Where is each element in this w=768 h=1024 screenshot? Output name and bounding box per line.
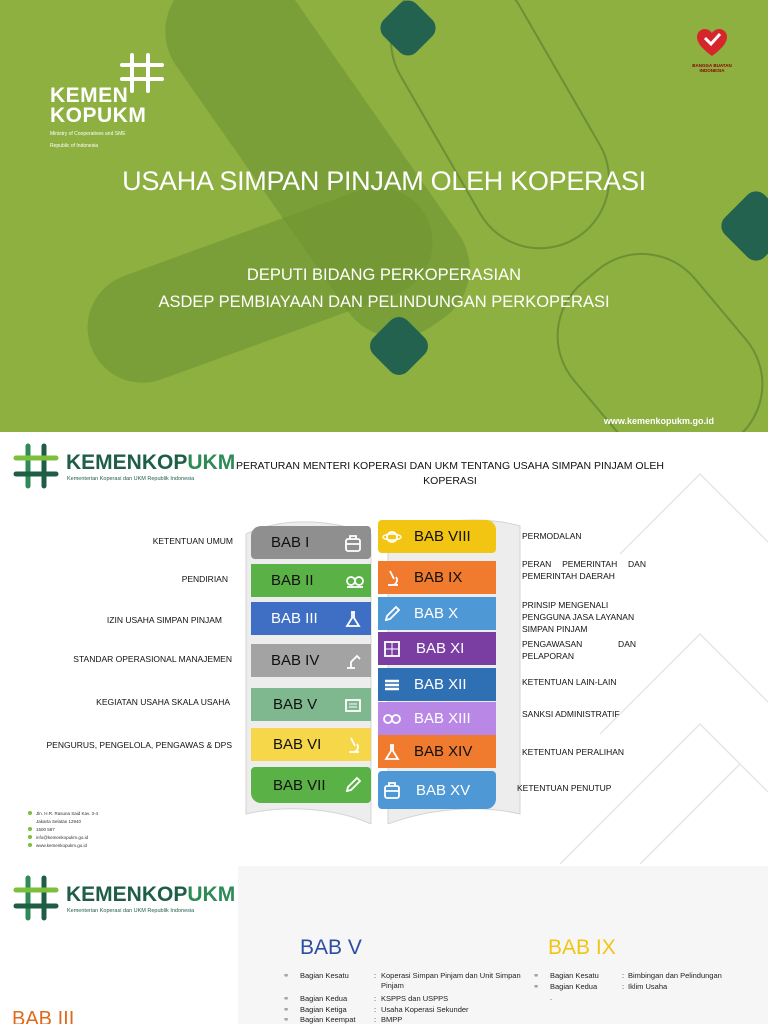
bab-v-part-3: Bagian Ketiga — [300, 1005, 347, 1014]
colon: : — [622, 982, 625, 991]
contact-phone — [28, 826, 98, 834]
decor-diamond — [716, 186, 768, 265]
contact-text: Jln. H.R. Rasuna Said Kav. 3-4 — [36, 811, 98, 816]
bab-ix-part-2: Bagian Kedua — [550, 982, 598, 991]
bab-viii-block — [378, 520, 496, 553]
label-standar-operasional — [32, 653, 232, 665]
website-url: www.kemenkopukm.go.id — [603, 416, 714, 426]
bab-x-block — [378, 597, 496, 630]
label-izin-usaha: IZIN USAHA SIMPAN PINJAM — [106, 615, 222, 625]
label-text: STANDAR OPERASIONAL MANAJEMEN — [73, 654, 232, 664]
brand-part-2: UKM — [187, 883, 236, 906]
label-permodalan: PERMODALAN — [522, 531, 582, 541]
bab-xi-block — [378, 632, 496, 665]
colon: : — [622, 971, 625, 980]
bab-ix-text-2: Iklim Usaha — [628, 982, 668, 991]
bab-iii-title: BAB III — [12, 1008, 75, 1024]
bab-v-text-3: Usaha Koperasi Sekunder — [381, 1005, 469, 1014]
label-pengurus — [32, 739, 232, 751]
label-prinsip-mengenali: PRINSIP MENGENALI PENGGUNA JASA LAYANAN SIMPAN PINJAM — [522, 600, 635, 634]
bab-i-block — [251, 526, 371, 559]
bab-detail-slide — [0, 866, 768, 1024]
bab-xiv-block — [378, 735, 496, 768]
colon: : — [374, 1005, 377, 1014]
brand-part-1: KEMENKOP — [66, 883, 188, 906]
label-ketentuan-penutup: KETENTUAN PENUTUP — [517, 783, 612, 793]
logo-subline-1: Ministry of Cooperatives and SME — [50, 131, 126, 137]
label-pendirian: PENDIRIAN — [181, 574, 228, 584]
school-bag-icon — [382, 780, 402, 800]
bab-label: BAB I — [271, 534, 310, 551]
microscope-icon — [382, 568, 402, 588]
kemenkop-hash-icon — [12, 442, 60, 490]
kemenkop-hash-icon — [12, 874, 60, 922]
logo-line-2: KOPUKM — [50, 104, 147, 127]
list-item — [283, 971, 295, 981]
decor-ring — [528, 224, 768, 432]
bab-ii-block — [251, 564, 371, 597]
contact-text: Jakarta Selatan 12940 — [36, 819, 82, 824]
label-text: PENGURUS, PENGELOLA, PENGAWAS & DPS — [46, 740, 232, 750]
label-ketentuan-umum: KETENTUAN UMUM — [152, 536, 233, 546]
bab-iii-block — [251, 602, 371, 635]
brand-subtitle: Kementerian Koperasi dan UKM Republik Indonesia — [67, 908, 195, 914]
microscope-tools-icon — [345, 571, 365, 591]
logo-line-1: KEMEN — [50, 84, 129, 107]
bab-label: BAB VI — [273, 736, 322, 753]
planet-icon — [382, 527, 402, 547]
bab-ix-text-1: Bimbingan dan Pelindungan — [628, 971, 722, 980]
kemenkopukm-logo — [50, 48, 146, 150]
contact-info — [28, 810, 98, 850]
bab-xv-block — [378, 771, 496, 809]
lamp-icon — [343, 651, 363, 671]
brand-name — [66, 451, 235, 475]
bab-v-block — [251, 688, 371, 721]
bab-label: BAB II — [271, 572, 314, 589]
label-text: KEGIATAN USAHA SKALA USAHA — [96, 697, 230, 707]
contact-email — [28, 834, 98, 842]
brand-subtitle: Kementerian Koperasi dan UKM Republik Indonesia — [67, 476, 195, 482]
book-icon — [343, 695, 363, 715]
presentation-subtitle-2: ASDEP PEMBIAYAAN DAN PELINDUNGAN PERKOPERASI — [158, 293, 610, 311]
bab-label: BAB V — [273, 696, 318, 713]
bab-label: BAB IX — [414, 569, 463, 586]
contact-text: info@kemenkopukm.go.id — [36, 835, 89, 840]
bangga-text: BANGGA BUATAN INDONESIA — [692, 63, 732, 73]
bab-xiii-block — [378, 702, 496, 735]
pencil-icon — [382, 604, 402, 624]
bab-label: BAB VIII — [414, 528, 471, 545]
link-icon: ⚭ — [283, 971, 290, 980]
presentation-title: USAHA SIMPAN PINJAM OLEH KOPERASI — [122, 166, 646, 196]
label-kegiatan-usaha — [30, 696, 230, 708]
brand-name — [66, 883, 235, 907]
bab-v-part-4: Bagian Keempat — [300, 1015, 356, 1024]
bab-vii-block — [251, 767, 371, 803]
bab-v-part-1: Bagian Kesatu — [300, 971, 349, 980]
bab-ix-part-1: Bagian Kesatu — [550, 971, 599, 980]
regulation-title: PERATURAN MENTERI KOPERASI DAN UKM TENTANG USAHA SIMPAN PINJAM OLEH KOPERASI — [235, 460, 665, 487]
link-icon: ⚭ — [283, 994, 290, 1003]
pencil-icon — [343, 775, 363, 795]
contact-web — [28, 842, 98, 850]
title-slide — [0, 0, 768, 432]
bab-label: BAB XIII — [414, 710, 471, 727]
colon: : — [374, 994, 377, 1003]
label-pengawasan: PENGAWASAN DAN PELAPORAN — [522, 639, 636, 661]
presentation-subtitle-1: DEPUTI BIDANG PERKOPERASIAN — [246, 266, 522, 284]
brand-part-2: UKM — [187, 451, 236, 474]
bab-label: BAB IV — [271, 652, 320, 669]
bab-label: BAB XIV — [414, 743, 473, 760]
books-icon — [382, 675, 402, 695]
label-sanksi: SANKSI ADMINISTRATIF — [522, 709, 620, 719]
bab-v-text-4: BMPP — [381, 1015, 403, 1024]
bab-label: BAB VII — [273, 776, 326, 794]
flask-icon — [382, 742, 402, 762]
contact-text: www.kemenkopukm.go.id — [36, 843, 88, 848]
bab-vi-block — [251, 728, 371, 761]
bab-label: BAB XII — [414, 676, 467, 693]
phone-icon — [28, 827, 32, 831]
bab-label: BAB III — [271, 610, 318, 627]
microscope-icon — [343, 735, 363, 755]
link-icon: ⚭ — [533, 982, 540, 991]
contact-address-1 — [28, 810, 98, 818]
bab-v-text-1: Koperasi Simpan Pinjam dan Unit Simpan Pinjam — [381, 971, 521, 990]
colon: : — [374, 1015, 377, 1024]
flask-icon — [343, 609, 363, 629]
bab-label: BAB X — [414, 605, 459, 622]
regulation-slide — [0, 434, 768, 864]
kemenkop-hash-icon — [118, 51, 166, 95]
bab-ix-title: BAB IX — [548, 936, 616, 959]
dot-marker: . — [550, 993, 553, 1002]
bab-v-title: BAB V — [300, 936, 362, 959]
label-ketentuan-peralihan: KETENTUAN PERALIHAN — [522, 747, 625, 757]
bab-iv-block — [251, 644, 371, 677]
link-icon: ⚭ — [283, 1015, 290, 1024]
bab-v-text-2: KSPPS dan USPPS — [381, 994, 449, 1003]
label-peran-pemerintah: PERAN PEMERINTAH DAN PEMERINTAH DAERAH — [522, 559, 646, 581]
link-icon: ⚭ — [533, 971, 540, 980]
bab-ix-block — [378, 561, 496, 594]
bangga-buatan-indonesia-logo — [692, 28, 732, 73]
link-icon: ⚭ — [283, 1005, 290, 1014]
location-icon — [28, 811, 32, 815]
school-bag-icon — [343, 533, 363, 553]
contact-text: 1500 587 — [36, 827, 55, 832]
web-icon — [28, 843, 32, 847]
tools-icon — [382, 709, 402, 729]
email-icon — [28, 835, 32, 839]
logo-subline-2: Republic of Indonesia — [50, 143, 99, 149]
label-ketentuan-lain: KETENTUAN LAIN-LAIN — [522, 677, 617, 687]
bab-label: BAB XV — [416, 781, 471, 799]
heart-icon — [695, 28, 729, 58]
contact-address-2 — [28, 818, 98, 826]
bab-label: BAB XI — [416, 640, 465, 657]
bab-v-part-2: Bagian Kedua — [300, 994, 348, 1003]
calculator-icon — [382, 639, 402, 659]
bab-xii-block — [378, 668, 496, 701]
brand-part-1: KEMENKOP — [66, 451, 188, 474]
colon: : — [374, 971, 377, 980]
